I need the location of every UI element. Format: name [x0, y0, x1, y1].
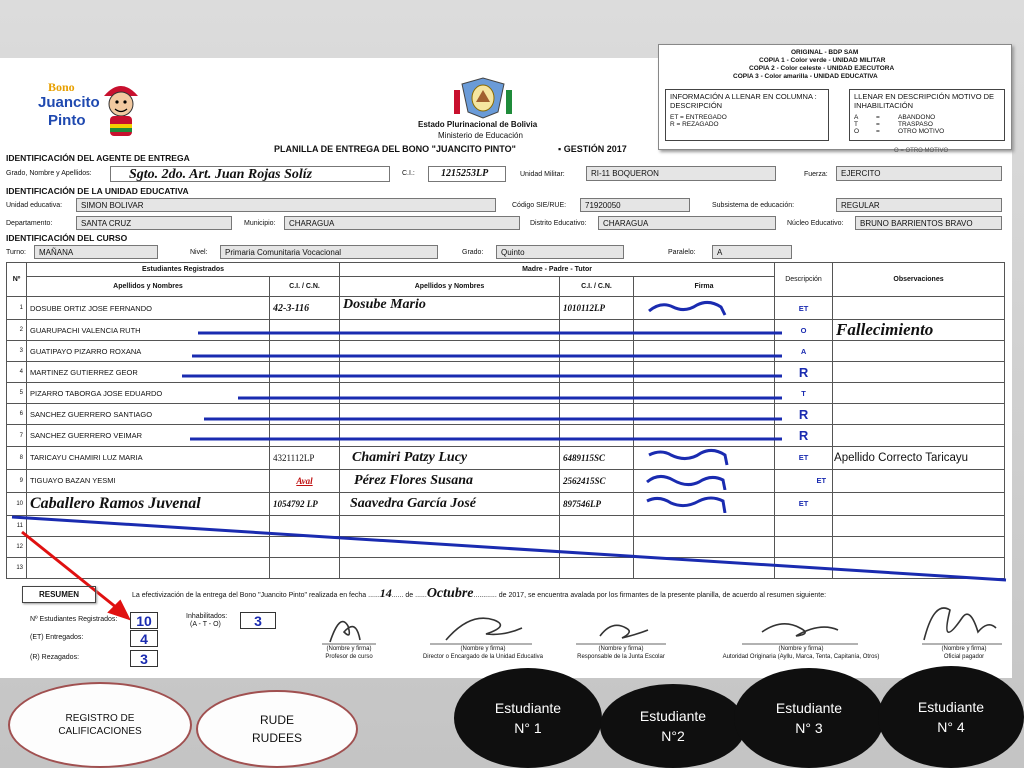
- student-2-number: N°2: [661, 728, 685, 744]
- note-left-title: INFORMACIÓN A LLENAR EN COLUMNA : DESCRIPCIÓN: [670, 92, 817, 110]
- row-description: R: [775, 404, 833, 425]
- tutor-name: Pérez Flores Susana: [340, 469, 560, 492]
- course-level-label: Nivel:: [190, 249, 208, 256]
- signature-teacher: (Nombre y firma) Profesor de curso: [325, 646, 373, 660]
- student-1-label: Estudiante: [494, 700, 562, 716]
- tutor-name: Dosube Mario: [340, 297, 560, 320]
- row-number: 11: [7, 515, 27, 536]
- note-behind-text: O = OTRO MOTIVO: [894, 148, 949, 154]
- gestion-title: ▪ GESTIÓN 2017: [558, 144, 627, 154]
- row-description: ET: [775, 446, 833, 469]
- row-number: 7: [7, 425, 27, 446]
- row-number: 3: [7, 341, 27, 362]
- course-grade-field: Quinto: [496, 245, 624, 259]
- row-number: 6: [7, 404, 27, 425]
- note-line1: ORIGINAL - BDP SAM: [791, 49, 859, 56]
- school-unit-label: Unidad educativa:: [6, 202, 63, 209]
- student-2-label: Estudiante: [639, 708, 707, 724]
- agent-unit-field: RI-11 BOQUERON: [586, 166, 776, 181]
- course-shift-label: Turno:: [6, 249, 26, 256]
- ministry-name: Ministerio de Educación: [438, 131, 523, 140]
- row-number: 4: [7, 362, 27, 383]
- student-3-number: N° 3: [795, 720, 823, 736]
- school-dept-field: SANTA CRUZ: [76, 216, 232, 230]
- signature-teacher-icon: [330, 622, 360, 642]
- statement-prefix: La efectivización de la entrega del Bono "Juancito Pinto" realizada en fecha ......: [132, 592, 380, 599]
- school-district-field: CHARAGUA: [598, 216, 776, 230]
- student-name: GUARUPACHI VALENCIA RUTH: [27, 320, 270, 341]
- note-item-a: A = ABANDONO: [854, 114, 936, 121]
- signature-board-icon: [600, 625, 648, 638]
- tutor-group-header: Madre - Padre - Tutor: [340, 263, 775, 277]
- statement-suffix: ............ de 2017, se encuentra avalada por los firmantes de la presente planilla, de acuerdo al resumen siguiente:: [473, 592, 827, 599]
- signature-officer-icon: [924, 608, 996, 640]
- logo-text-bono: Bono: [48, 80, 75, 94]
- registro-calificaciones-button[interactable]: [8, 682, 192, 768]
- school-section-title: IDENTIFICACIÓN DE LA UNIDAD EDUCATIVA: [6, 186, 189, 196]
- note-line3: COPIA 2 - Color celeste - UNIDAD EJECUTORA: [749, 65, 895, 72]
- student-ci: 1054792 LP: [270, 492, 340, 515]
- student-1-number: N° 1: [514, 720, 542, 736]
- row-number: 2: [7, 320, 27, 341]
- school-muni-label: Municipio:: [244, 220, 276, 227]
- col-no-header: Nº: [7, 263, 27, 297]
- row-number: 8: [7, 446, 27, 469]
- summary-disabled-sub: (A - T - O): [190, 621, 221, 628]
- summary-lagging-label: (R) Rezagados:: [30, 654, 80, 661]
- note-right-title: LLENAR EN DESCRIPCIÓN MOTIVO DE INHABILITACIÓN: [854, 92, 995, 110]
- row-description: R: [775, 425, 833, 446]
- state-name: Estado Plurinacional de Bolivia: [418, 120, 538, 129]
- agent-section-title: IDENTIFICACIÓN DEL AGENTE DE ENTREGA: [6, 153, 190, 163]
- student-name: DOSUBE ORTIZ JOSE FERNANDO: [27, 297, 270, 320]
- school-dept-label: Departamento:: [6, 220, 53, 227]
- course-grade-label: Grado:: [462, 249, 484, 256]
- row-description: ET: [775, 297, 833, 320]
- agent-ci-label: C.I.:: [402, 170, 415, 177]
- student-ci: 4321112LP: [270, 446, 340, 469]
- statement-day: 14: [379, 586, 392, 600]
- student-name: TIGUAYO BAZAN YESMI: [27, 469, 270, 492]
- course-parallel-field: A: [712, 245, 792, 259]
- school-code-field: 71920050: [580, 198, 690, 212]
- agent-unit-label: Unidad Militar:: [520, 171, 565, 178]
- summary-lagging-value: 3: [130, 650, 158, 667]
- school-nucleus-field: BRUNO BARRIENTOS BRAVO: [855, 216, 1002, 230]
- student-name: GUATIPAYO PIZARRO ROXANA: [27, 341, 270, 362]
- school-subsystem-field: REGULAR: [836, 198, 1002, 212]
- school-district-label: Distrito Educativo:: [530, 220, 587, 227]
- agent-grade-label: Grado, Nombre y Apellidos:: [6, 170, 92, 177]
- tutor-ci: 2562415SC: [560, 469, 634, 492]
- tutor-ci: 6489115SC: [560, 446, 634, 469]
- student-3-button[interactable]: [734, 668, 884, 768]
- col-desc-header: Descripción: [775, 263, 833, 297]
- row-number: 10: [7, 492, 27, 515]
- statement-month: Octubre: [426, 586, 474, 601]
- student-3-label: Estudiante: [775, 700, 843, 716]
- row-number: 9: [7, 469, 27, 492]
- school-unit-field: SIMON BOLIVAR: [76, 198, 496, 212]
- statement-mid: ...... de ......: [391, 592, 427, 599]
- students-group-header: Estudiantes Registrados: [27, 263, 340, 277]
- row-description: ET: [775, 469, 833, 492]
- row-number: 1: [7, 297, 27, 320]
- tutor-ci: 1010112LP: [560, 297, 634, 320]
- student-name: TARICAYU CHAMIRI LUZ MARIA: [27, 446, 270, 469]
- school-nucleus-label: Núcleo Educativo:: [787, 220, 844, 227]
- school-muni-field: CHARAGUA: [284, 216, 520, 230]
- note-left-item-et: ET = ENTREGADO: [670, 114, 727, 121]
- note-line4: COPIA 3 - Color amarilla - UNIDAD EDUCATIVA: [733, 73, 878, 80]
- row-description: R: [775, 362, 833, 383]
- logo-text-pinto: Pinto: [48, 112, 86, 129]
- note-left-item-r: R = REZAGADO: [670, 121, 719, 128]
- signature-director: (Nombre y firma) Director o Encargado de la Unidad Educativa: [422, 646, 544, 660]
- student-4-label: Estudiante: [917, 699, 985, 715]
- agent-force-label: Fuerza:: [804, 171, 828, 178]
- agent-grade-value: Sgto. 2do. Art. Juan Rojas Solíz: [129, 167, 313, 182]
- summary-delivered-label: (ET) Entregados:: [30, 634, 84, 641]
- rude-line1: RUDE: [259, 713, 294, 727]
- summary-registered-label: Nº Estudiantes Registrados:: [30, 616, 118, 623]
- registro-line1: REGISTRO DE: [65, 713, 135, 724]
- summary-title: RESUMEN: [38, 590, 79, 599]
- registro-line2: CALIFICACIONES: [58, 726, 142, 737]
- form-title: PLANILLA DE ENTREGA DEL BONO "JUANCITO PINTO": [274, 144, 516, 154]
- agent-ci-value: 1215253LP: [441, 168, 489, 179]
- student-4-button[interactable]: [878, 666, 1024, 768]
- tutor-ci: 897546LP: [560, 492, 634, 515]
- student-name: PIZARRO TABORGA JOSE EDUARDO: [27, 383, 270, 404]
- student-name: SANCHEZ GUERRERO VEIMAR: [27, 425, 270, 446]
- summary-disabled-value: 3: [240, 612, 276, 629]
- student-2-button[interactable]: [600, 684, 746, 768]
- col-sign-header: Firma: [634, 277, 775, 297]
- student-name: MARTINEZ GUTIERREZ GEOR: [27, 362, 270, 383]
- row-number: 13: [7, 557, 27, 578]
- col-tutor-names-header: Apellidos y Nombres: [340, 277, 560, 297]
- student-1-button[interactable]: [454, 668, 602, 768]
- summary-delivered-value: 4: [130, 630, 158, 647]
- signature-authority: (Nombre y firma) Autoridad Originaria (Ayllu, Marca, Tenta, Capitanía, Otros): [722, 646, 880, 660]
- student-ci: Aval: [270, 469, 340, 492]
- col-tutor-ci-header: C.I. / C.N.: [560, 277, 634, 297]
- summary-registered-value: 10: [130, 612, 158, 629]
- signature-authority-icon: [762, 624, 838, 636]
- row-description: O: [775, 320, 833, 341]
- row-description: ET: [775, 492, 833, 515]
- rude-button[interactable]: [196, 690, 358, 768]
- course-shift-field: MAÑANA: [34, 245, 158, 259]
- course-parallel-label: Paralelo:: [668, 249, 696, 256]
- summary-disabled-label: Inhabilitados:: [186, 613, 228, 620]
- school-subsystem-label: Subsistema de educación:: [712, 202, 795, 209]
- signature-director-icon: [446, 618, 522, 640]
- col-obs-header: Observaciones: [833, 263, 1005, 297]
- col-ci-header: C.I. / C.N.: [270, 277, 340, 297]
- school-code-label: Código SIE/RUE:: [512, 202, 567, 209]
- gestion-value: GESTIÓN 2017: [563, 144, 627, 154]
- row-observation: Fallecimiento: [833, 320, 1005, 341]
- note-item-o: O = OTRO MOTIVO: [854, 128, 945, 135]
- note-line2: COPIA 1 - Color verde - UNIDAD MILITAR: [759, 57, 886, 64]
- student-4-number: N° 4: [937, 719, 965, 735]
- row-description: T: [775, 383, 833, 404]
- row-number: 5: [7, 383, 27, 404]
- row-number: 12: [7, 536, 27, 557]
- tutor-name: Saavedra García José: [340, 492, 560, 515]
- signature-officer: (Nombre y firma) Oficial pagador: [941, 646, 987, 660]
- row-description: A: [775, 341, 833, 362]
- col-names-header: Apellidos y Nombres: [27, 277, 270, 297]
- student-name: Caballero Ramos Juvenal: [27, 492, 270, 515]
- agent-force-field: EJERCITO: [836, 166, 1002, 181]
- row-observation: Apellido Correcto Taricayu: [833, 446, 1005, 469]
- logo-text-juancito: Juancito: [38, 94, 100, 111]
- tutor-name: Chamiri Patzy Lucy: [340, 446, 560, 469]
- course-section-title: IDENTIFICACIÓN DEL CURSO: [6, 233, 128, 243]
- note-item-t: T = TRASPASO: [854, 121, 933, 128]
- student-name: SANCHEZ GUERRERO SANTIAGO: [27, 404, 270, 425]
- student-ci: 42-3-116: [270, 297, 340, 320]
- course-level-field: Primaria Comunitaria Vocacional: [220, 245, 438, 259]
- signature-board: (Nombre y firma) Responsable de la Junta Escolar: [577, 646, 665, 660]
- rude-line2: RUDEES: [251, 731, 302, 745]
